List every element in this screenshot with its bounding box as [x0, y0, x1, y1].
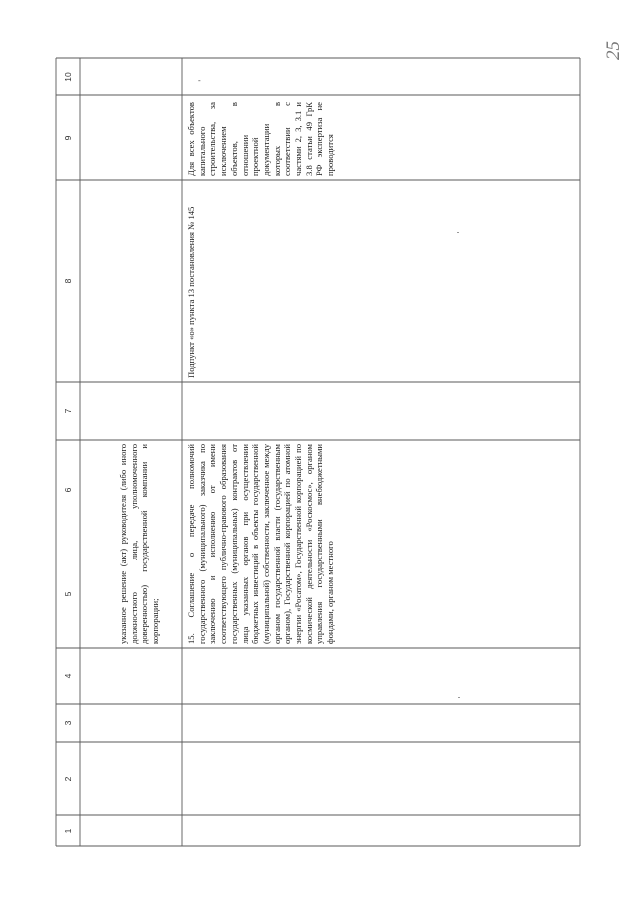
cell-col6-item-15: 15. Соглашение о передаче полномочий государственного (муниципального) заказчика по заключению и исполнению от имени соответствующего публично-правового образования государственных (муниципальных) контрактов от лица указанных органов при осуществлении бюджетных инвестиций в объекты государственной (муниципальной) собственности, заключенное между органом государственной власти (государственным органом), Государственной корпорацией по атомной энергии «Росатом», Государственной корпорацией по космической деятельности «Роскосмос», органом управления государственными внебюджетными фондами, органом местного [186, 444, 336, 644]
header-col-4: 4 [63, 673, 73, 679]
cell-col10-value: - [198, 76, 201, 85]
scan-speck [458, 697, 460, 698]
cell-col8-legal-basis: Подпункт «о» пункта 13 постановления № 145 [186, 206, 196, 378]
header-col-6: 6 [63, 487, 73, 493]
header-col-5: 5 [63, 591, 73, 597]
header-col-8: 8 [63, 278, 73, 284]
header-col-1: 1 [63, 828, 73, 833]
cell-col6-previous-row: указанное решение (акт) руководителя (либо иного должностного лица, уполномоченного доверенностью) государственной компании и корпорации; [118, 444, 161, 644]
header-col-10: 10 [63, 71, 73, 82]
scan-speck [457, 232, 459, 233]
header-col-2: 2 [63, 776, 73, 781]
cell-col9-applicability: Для всех объектов капитального строительства, за исключением объектов, в отношении проектной документации которых в соответствии с частями 2, 3, 3.1 и 3.8 статьи 49 ГрК РФ экспертиза не проводится [186, 102, 336, 176]
page-number: 25 [603, 41, 624, 60]
header-col-9: 9 [63, 135, 73, 140]
header-col-7: 7 [63, 408, 73, 414]
header-col-3: 3 [63, 720, 73, 726]
